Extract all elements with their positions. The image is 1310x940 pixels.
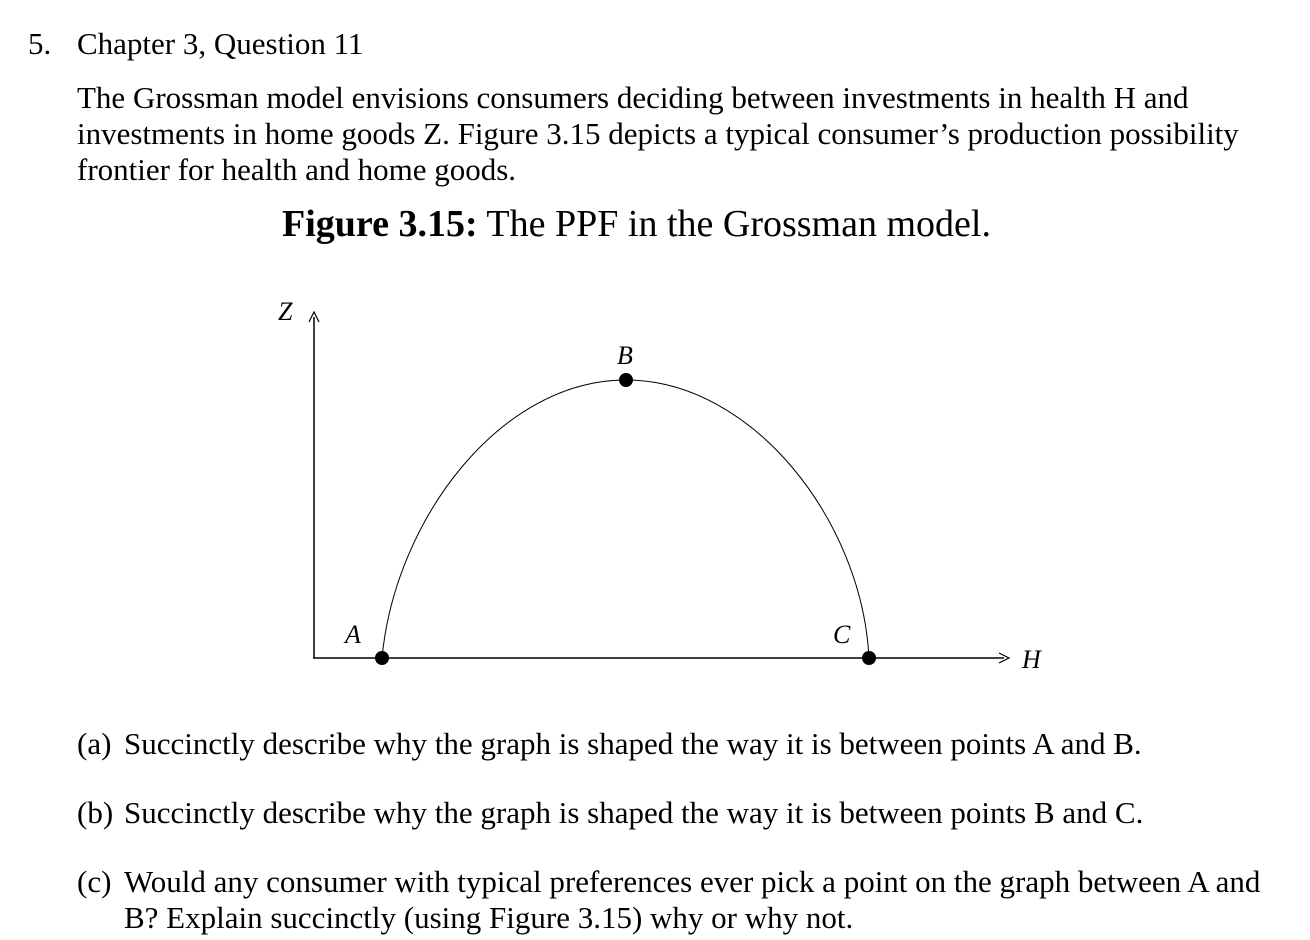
point-a-dot bbox=[375, 651, 389, 665]
part-a-text: Succinctly describe why the graph is shaped the way it is between points A and B. bbox=[124, 726, 1142, 761]
point-c-dot bbox=[862, 651, 876, 665]
ppf-curve bbox=[382, 380, 869, 658]
question-title: Chapter 3, Question 11 bbox=[77, 26, 364, 61]
figure-caption-text: The PPF in the Grossman model. bbox=[477, 203, 991, 245]
figure-caption bbox=[282, 202, 991, 246]
axis-y-label: Z bbox=[278, 297, 293, 326]
part-c-tag: (c) bbox=[77, 864, 112, 899]
question-intro: The Grossman model envisions consumers deciding between investments in health H and investments in home goods Z. Figure 3.15 depicts a typical consumer’s production possibility frontier for health and home goods. bbox=[77, 80, 1239, 187]
part-b-text: Succinctly describe why the graph is shaped the way it is between points B and C. bbox=[124, 795, 1144, 830]
axis-x-label: H bbox=[1022, 645, 1041, 674]
point-b-dot bbox=[619, 373, 633, 387]
point-c-label: C bbox=[833, 620, 851, 649]
part-c-text: Would any consumer with typical preferences ever pick a point on the graph between A and B? Explain succinctly (using Figure 3.15) why or why not. bbox=[124, 864, 1261, 935]
point-a-label: A bbox=[345, 620, 361, 649]
part-b-tag: (b) bbox=[77, 795, 114, 830]
ppf-figure bbox=[0, 280, 1310, 700]
question-number: 5. bbox=[28, 26, 52, 61]
part-a-tag: (a) bbox=[77, 726, 112, 761]
figure-caption-label: Figure 3.15: bbox=[282, 203, 478, 245]
point-b-label: B bbox=[617, 341, 633, 370]
